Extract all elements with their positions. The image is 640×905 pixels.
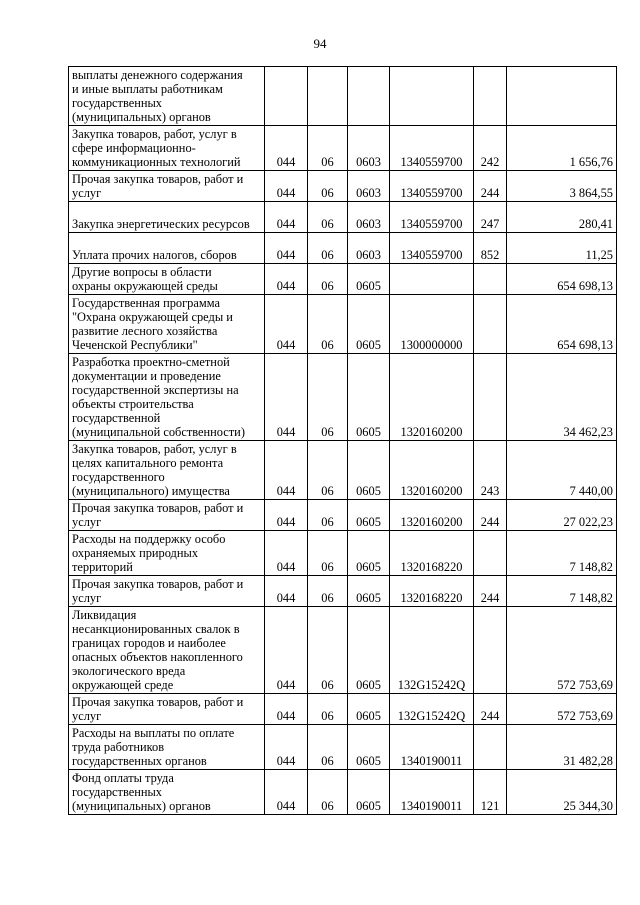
target-article-cell: 1320160200 [390, 441, 474, 500]
table-row [69, 202, 617, 233]
target-article-cell: 1320168220 [390, 576, 474, 607]
grbs-code-cell: 044 [265, 576, 308, 607]
subsection-code-cell: 0605 [348, 500, 390, 531]
section-code-cell: 06 [308, 202, 348, 233]
expense-type-cell [474, 531, 507, 576]
amount-cell: 27 022,23 [507, 500, 617, 531]
subsection-code-cell: 0605 [348, 607, 390, 694]
target-article-cell: 1340190011 [390, 725, 474, 770]
target-article-cell: 132G15242Q [390, 694, 474, 725]
table-row [69, 354, 617, 441]
table-row [69, 171, 617, 202]
expense-type-cell [474, 67, 507, 126]
row-name-cell: Разработка проектно-сметной документации и проведение государственной экспертизы на объекты строительства государственной (муниципальной собственности) [69, 354, 265, 441]
row-name-cell: Закупка энергетических ресурсов [69, 202, 265, 233]
section-code-cell: 06 [308, 441, 348, 500]
section-code-cell: 06 [308, 233, 348, 264]
section-code-cell: 06 [308, 770, 348, 815]
subsection-code-cell [348, 67, 390, 126]
section-code-cell: 06 [308, 607, 348, 694]
amount-cell: 34 462,23 [507, 354, 617, 441]
target-article-cell [390, 67, 474, 126]
subsection-code-cell: 0603 [348, 202, 390, 233]
subsection-code-cell: 0603 [348, 126, 390, 171]
subsection-code-cell: 0605 [348, 295, 390, 354]
grbs-code-cell: 044 [265, 725, 308, 770]
subsection-code-cell: 0605 [348, 694, 390, 725]
grbs-code-cell: 044 [265, 441, 308, 500]
section-code-cell [308, 67, 348, 126]
amount-cell: 654 698,13 [507, 264, 617, 295]
section-code-cell: 06 [308, 531, 348, 576]
table-row [69, 725, 617, 770]
subsection-code-cell: 0605 [348, 264, 390, 295]
subsection-code-cell: 0605 [348, 725, 390, 770]
target-article-cell: 1340559700 [390, 171, 474, 202]
section-code-cell: 06 [308, 126, 348, 171]
subsection-code-cell: 0605 [348, 576, 390, 607]
amount-cell: 7 148,82 [507, 576, 617, 607]
target-article-cell [390, 264, 474, 295]
section-code-cell: 06 [308, 171, 348, 202]
expense-type-cell: 242 [474, 126, 507, 171]
target-article-cell: 1300000000 [390, 295, 474, 354]
section-code-cell: 06 [308, 725, 348, 770]
row-name-cell: Другие вопросы в области охраны окружающей среды [69, 264, 265, 295]
table-row [69, 770, 617, 815]
expense-type-cell [474, 354, 507, 441]
amount-cell [507, 67, 617, 126]
row-name-cell: Прочая закупка товаров, работ и услуг [69, 576, 265, 607]
table-row [69, 264, 617, 295]
row-name-cell: Прочая закупка товаров, работ и услуг [69, 694, 265, 725]
expense-type-cell [474, 725, 507, 770]
expense-type-cell: 121 [474, 770, 507, 815]
table-row [69, 67, 617, 126]
subsection-code-cell: 0605 [348, 441, 390, 500]
row-name-cell: Закупка товаров, работ, услуг в целях капитального ремонта государственного (муниципального) имущества [69, 441, 265, 500]
row-name-cell: Государственная программа "Охрана окружающей среды и развитие лесного хозяйства Чеченской Республики" [69, 295, 265, 354]
expense-type-cell: 247 [474, 202, 507, 233]
table-row [69, 607, 617, 694]
amount-cell: 1 656,76 [507, 126, 617, 171]
grbs-code-cell: 044 [265, 607, 308, 694]
table-row [69, 500, 617, 531]
grbs-code-cell: 044 [265, 694, 308, 725]
row-name-cell: Уплата прочих налогов, сборов [69, 233, 265, 264]
amount-cell: 3 864,55 [507, 171, 617, 202]
grbs-code-cell: 044 [265, 233, 308, 264]
budget-table [68, 66, 617, 815]
section-code-cell: 06 [308, 295, 348, 354]
table-body [69, 67, 617, 815]
table-row [69, 694, 617, 725]
target-article-cell: 1340190011 [390, 770, 474, 815]
subsection-code-cell: 0605 [348, 531, 390, 576]
row-name-cell: Закупка товаров, работ, услуг в сфере информационно- коммуникационных технологий [69, 126, 265, 171]
expense-type-cell: 852 [474, 233, 507, 264]
grbs-code-cell: 044 [265, 354, 308, 441]
subsection-code-cell: 0603 [348, 171, 390, 202]
grbs-code-cell: 044 [265, 500, 308, 531]
row-name-cell: Прочая закупка товаров, работ и услуг [69, 171, 265, 202]
page-number: 94 [313, 36, 327, 51]
grbs-code-cell: 044 [265, 295, 308, 354]
table-row [69, 531, 617, 576]
grbs-code-cell: 044 [265, 202, 308, 233]
amount-cell: 572 753,69 [507, 694, 617, 725]
section-code-cell: 06 [308, 264, 348, 295]
table-row [69, 576, 617, 607]
grbs-code-cell: 044 [265, 171, 308, 202]
table-row [69, 295, 617, 354]
expense-type-cell [474, 607, 507, 694]
target-article-cell: 1320160200 [390, 354, 474, 441]
amount-cell: 7 148,82 [507, 531, 617, 576]
expense-type-cell: 244 [474, 171, 507, 202]
section-code-cell: 06 [308, 694, 348, 725]
row-name-cell: Ликвидация несанкционированных свалок в границах городов и наиболее опасных объектов накопленного экологического вреда окружающей среде [69, 607, 265, 694]
section-code-cell: 06 [308, 576, 348, 607]
grbs-code-cell: 044 [265, 264, 308, 295]
target-article-cell: 1320160200 [390, 500, 474, 531]
target-article-cell: 1340559700 [390, 202, 474, 233]
amount-cell: 11,25 [507, 233, 617, 264]
section-code-cell: 06 [308, 500, 348, 531]
table-row [69, 233, 617, 264]
subsection-code-cell: 0605 [348, 770, 390, 815]
row-name-cell: Расходы на поддержку особо охраняемых природных территорий [69, 531, 265, 576]
amount-cell: 25 344,30 [507, 770, 617, 815]
target-article-cell: 1340559700 [390, 126, 474, 171]
subsection-code-cell: 0605 [348, 354, 390, 441]
expense-type-cell [474, 264, 507, 295]
amount-cell: 654 698,13 [507, 295, 617, 354]
expense-type-cell: 244 [474, 576, 507, 607]
section-code-cell: 06 [308, 354, 348, 441]
amount-cell: 31 482,28 [507, 725, 617, 770]
target-article-cell: 1340559700 [390, 233, 474, 264]
expense-type-cell: 243 [474, 441, 507, 500]
table-row [69, 441, 617, 500]
row-name-cell: Фонд оплаты труда государственных (муниципальных) органов [69, 770, 265, 815]
grbs-code-cell: 044 [265, 770, 308, 815]
row-name-cell: Прочая закупка товаров, работ и услуг [69, 500, 265, 531]
target-article-cell: 132G15242Q [390, 607, 474, 694]
grbs-code-cell: 044 [265, 531, 308, 576]
expense-type-cell: 244 [474, 500, 507, 531]
row-name-cell: Расходы на выплаты по оплате труда работников государственных органов [69, 725, 265, 770]
grbs-code-cell: 044 [265, 126, 308, 171]
grbs-code-cell [265, 67, 308, 126]
expense-type-cell: 244 [474, 694, 507, 725]
table-row [69, 126, 617, 171]
amount-cell: 7 440,00 [507, 441, 617, 500]
target-article-cell: 1320168220 [390, 531, 474, 576]
subsection-code-cell: 0603 [348, 233, 390, 264]
expense-type-cell [474, 295, 507, 354]
amount-cell: 572 753,69 [507, 607, 617, 694]
row-name-cell: выплаты денежного содержания и иные выплаты работникам государственных (муниципальных) органов [69, 67, 265, 126]
amount-cell: 280,41 [507, 202, 617, 233]
